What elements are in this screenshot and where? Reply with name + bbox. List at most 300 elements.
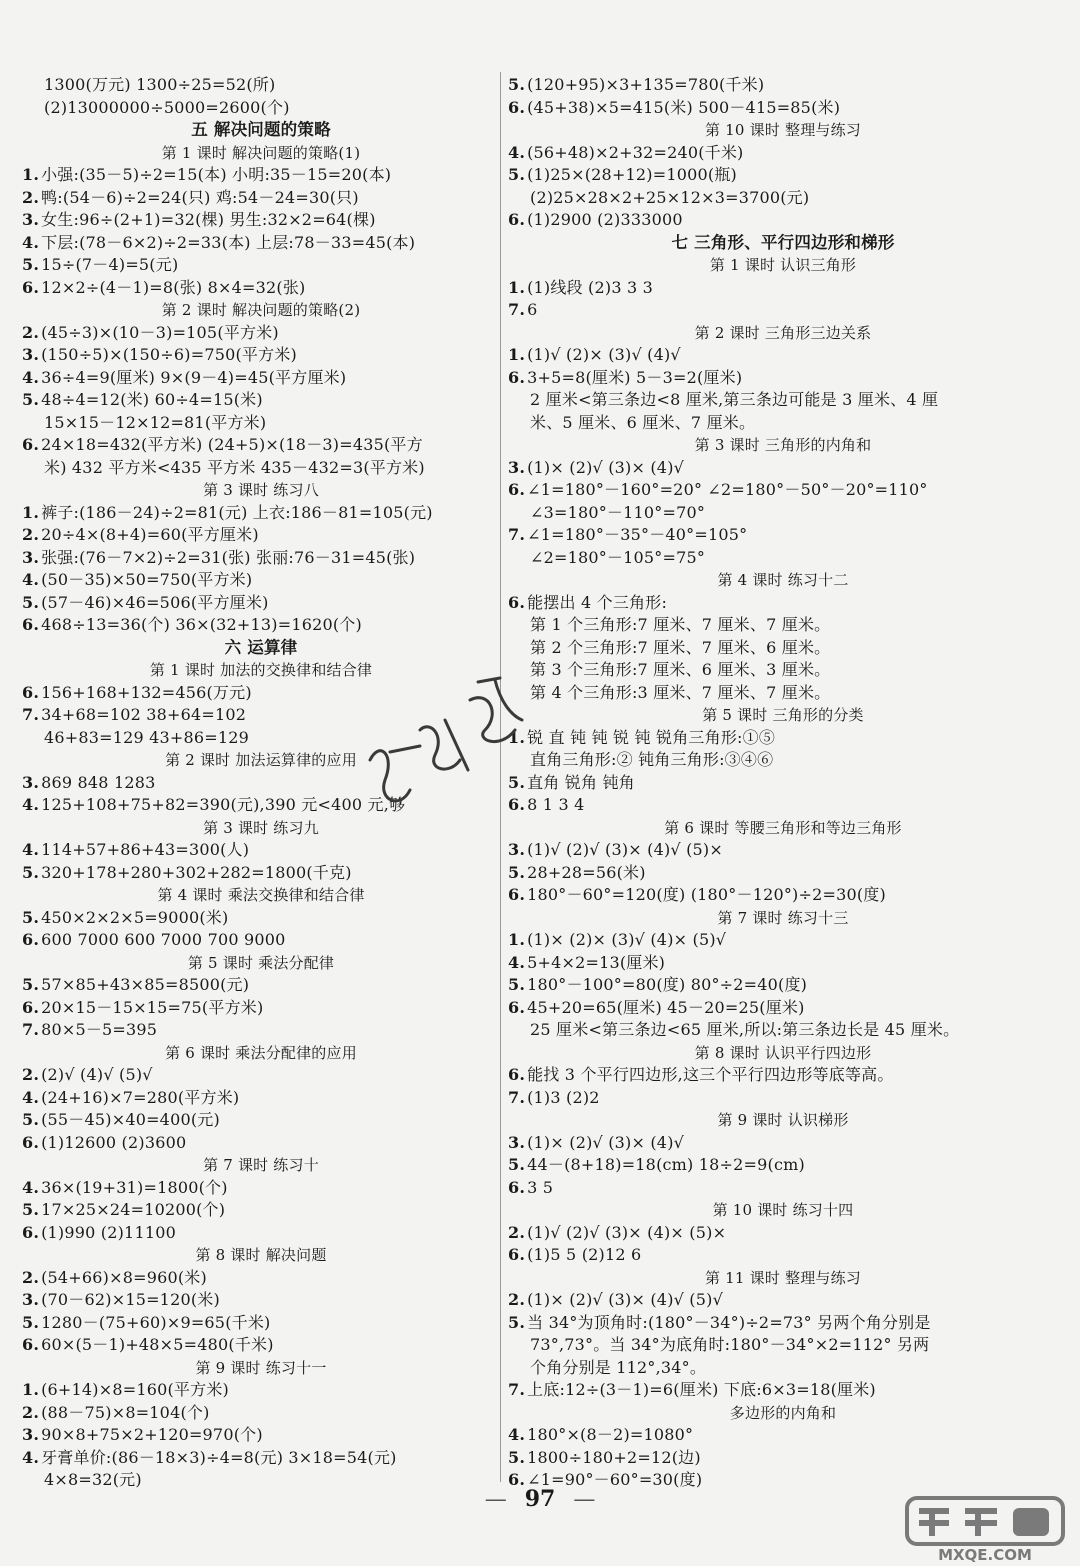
answer-line (508, 457, 1058, 480)
question-number: 7. (508, 1087, 526, 1107)
question-number: 6. (22, 1335, 40, 1354)
lesson-heading (22, 884, 500, 907)
line-text: 第 2 课时 解决问题的策略(2) (161, 301, 361, 319)
line-text: 20×15－15×15=75(平方米) (41, 997, 264, 1017)
lesson-heading (22, 1042, 500, 1065)
answer-line (508, 479, 1058, 502)
line-text: 当 34°为顶角时:(180°－34°)÷2=73° 另两个角分别是 (527, 1312, 931, 1332)
lesson-heading (22, 1244, 500, 1267)
line-text: (57－46)×46=506(平方厘米) (41, 592, 269, 612)
answer-line (508, 1244, 1058, 1267)
answer-line (508, 1222, 1058, 1245)
line-text: 5+4×2=13(厘米) (527, 952, 666, 972)
line-text: (24+16)×7=280(平方米) (41, 1087, 240, 1107)
lesson-heading (22, 1357, 500, 1380)
answer-line (22, 614, 500, 637)
line-text: 44－(8+18)=18(cm) 18÷2=9(cm) (527, 1155, 805, 1174)
footer-dash-left: — (484, 1487, 507, 1512)
answer-line (508, 1312, 1058, 1335)
question-number: 3. (22, 210, 40, 229)
line-text: 第 4 个三角形:3 厘米、7 厘米、7 厘米。 (530, 682, 831, 702)
question-number: 4. (22, 1087, 40, 1107)
line-text: (54+66)×8=960(米) (41, 1267, 207, 1287)
answer-line (508, 1154, 1058, 1177)
answer-line (22, 839, 500, 862)
answer-line (22, 704, 500, 727)
answer-line (508, 1447, 1058, 1470)
question-number: 6. (508, 997, 526, 1017)
question-number: 6. (508, 592, 526, 612)
answer-line (22, 1177, 500, 1200)
line-text: 牙膏单价:(86－18×3)÷4=8(元) 3×18=54(元) (41, 1447, 397, 1467)
answer-line (22, 592, 500, 615)
question-number: 5. (508, 772, 526, 792)
answer-line (508, 727, 1058, 750)
question-number: 6. (22, 1132, 40, 1152)
answer-line (22, 1064, 500, 1087)
lesson-heading (508, 1267, 1058, 1290)
line-text: 第 6 课时 乘法分配律的应用 (165, 1043, 357, 1062)
line-text: 114+57+86+43=300(人) (41, 840, 250, 859)
answer-line (22, 1199, 500, 1222)
line-text: (55－45)×40=400(元) (41, 1110, 220, 1129)
answer-line (22, 187, 500, 210)
answer-line (508, 929, 1058, 952)
question-number: 6. (22, 682, 40, 702)
line-text: (1)线段 (2)3 3 3 (527, 277, 654, 297)
answer-line (508, 862, 1058, 885)
line-text: (150÷5)×(150÷6)=750(平方米) (41, 345, 297, 364)
line-text: 180°×(8－2)=1080° (527, 1425, 694, 1444)
answer-line (22, 772, 500, 795)
answer-line (508, 1357, 1058, 1380)
line-text: (70－62)×15=120(米) (41, 1290, 220, 1309)
line-text: (1)5 5 (2)12 6 (527, 1245, 642, 1264)
answer-line (508, 772, 1058, 795)
lesson-heading (508, 119, 1058, 142)
lesson-heading (22, 142, 500, 165)
answer-line (22, 682, 500, 705)
question-number: 6. (508, 210, 526, 229)
answer-line (22, 164, 500, 187)
answer-line (508, 277, 1058, 300)
line-text: 12×2÷(4－1)=8(张) 8×4=32(张) (41, 277, 306, 297)
line-text: 能找 3 个平行四边形,这三个平行四边形等底等高。 (527, 1065, 894, 1084)
answer-line (22, 1289, 500, 1312)
answer-line (22, 74, 500, 97)
answer-line (508, 1424, 1058, 1447)
lesson-heading (508, 817, 1058, 840)
question-number: 5. (508, 975, 526, 994)
answer-line (22, 502, 500, 525)
question-number: 7. (22, 705, 40, 724)
lesson-heading (508, 434, 1058, 457)
line-text: 第 1 课时 认识三角形 (709, 256, 857, 274)
line-text: (45÷3)×(10－3)=105(平方米) (41, 322, 279, 342)
answer-line (508, 592, 1058, 615)
line-text: 2 厘米<第三条边<8 厘米,第三条边可能是 3 厘米、4 厘 (530, 390, 939, 409)
line-text: 第 9 课时 练习十一 (195, 1358, 327, 1377)
line-text: 90×8+75×2+120=970(个) (41, 1425, 263, 1444)
answer-line (508, 187, 1058, 210)
question-number: 2. (508, 1222, 526, 1242)
answer-line (22, 1402, 500, 1425)
question-number: 2. (22, 1267, 40, 1287)
line-text: (1)25×(28+12)=1000(瓶) (527, 165, 737, 184)
line-text: 第 5 课时 乘法分配律 (187, 953, 335, 972)
line-text: 25 厘米<第三条边<65 厘米,所以:第三条边长是 45 厘米。 (530, 1020, 960, 1039)
question-number: 7. (22, 1020, 40, 1039)
answer-line (508, 637, 1058, 660)
lesson-heading (22, 299, 500, 322)
line-text: 第 3 课时 三角形的内角和 (694, 436, 872, 454)
line-text: 多边形的内角和 (729, 1403, 837, 1422)
line-text: 45+20=65(厘米) 45－20=25(厘米) (527, 997, 805, 1017)
answer-line (22, 367, 500, 390)
answer-line (22, 1132, 500, 1155)
answer-line (508, 1087, 1058, 1110)
line-text: 第 2 课时 三角形三边关系 (694, 323, 872, 342)
answer-line (22, 547, 500, 570)
line-text: 第 1 课时 加法的交换律和结合律 (149, 661, 373, 679)
line-text: 第 9 课时 认识梯形 (717, 1111, 849, 1129)
line-text: 1300(万元) 1300÷25=52(所) (44, 75, 276, 94)
answer-line (508, 1132, 1058, 1155)
answer-line (508, 524, 1058, 547)
lesson-heading (508, 322, 1058, 345)
line-text: 1800÷180+2=12(边) (527, 1447, 701, 1467)
line-text: 125+108+75+82=390(元),390 元<400 元,够 (41, 795, 406, 814)
line-text: (1)2900 (2)333000 (527, 210, 683, 229)
line-text: 36×(19+31)=1800(个) (41, 1177, 228, 1197)
question-number: 3. (508, 840, 526, 859)
line-text: 73°,73°。当 34°为底角时:180°－34°×2=112° 另两 (530, 1335, 930, 1354)
line-text: ∠1=90°－60°=30(度) (527, 1470, 703, 1489)
answer-line (508, 344, 1058, 367)
question-number: 7. (508, 1380, 526, 1399)
question-number: 2. (22, 1402, 40, 1422)
answer-line (22, 1334, 500, 1357)
question-number: 5. (22, 255, 40, 274)
line-text: 36÷4=9(厘米) 9×(9－4)=45(平方厘米) (41, 367, 347, 387)
line-text: 34+68=102 38+64=102 (41, 705, 247, 724)
line-text: 第 5 课时 三角形的分类 (702, 706, 864, 724)
answer-line (508, 1064, 1058, 1087)
question-number: 6. (22, 435, 40, 454)
line-text: (1)√ (2)× (3)√ (4)√ (527, 345, 681, 364)
line-text: 468÷13=36(个) 36×(32+13)=1620(个) (41, 615, 362, 634)
answer-line (22, 1267, 500, 1290)
answer-line (22, 434, 500, 457)
question-number: 6. (508, 480, 526, 499)
line-text: 869 848 1283 (41, 772, 156, 792)
question-number: 1. (22, 1380, 40, 1399)
answer-line (508, 1019, 1058, 1042)
line-text: (88－75)×8=104(个) (41, 1402, 210, 1422)
answer-line (508, 682, 1058, 705)
answer-line (22, 929, 500, 952)
line-text: 3 5 (527, 1177, 554, 1197)
answer-line (508, 884, 1058, 907)
line-text: (1)12600 (2)3600 (41, 1132, 187, 1152)
answer-line (22, 457, 500, 480)
answer-line (508, 547, 1058, 570)
answer-line (508, 164, 1058, 187)
answer-line (22, 1424, 500, 1447)
unit-heading (22, 119, 500, 142)
question-number: 5. (508, 1312, 526, 1332)
question-number: 4. (508, 1425, 526, 1444)
question-number: 5. (508, 1447, 526, 1467)
answer-line (22, 794, 500, 817)
line-text: (2)25×28×2+25×12×3=3700(元) (530, 187, 810, 207)
question-number: 2. (22, 525, 40, 544)
question-number: 6. (508, 1245, 526, 1264)
line-text: 第 8 课时 解决问题 (195, 1246, 327, 1264)
question-number: 5. (22, 1110, 40, 1129)
line-text: ∠1=180°－35°－40°=105° (527, 525, 748, 544)
answer-line (508, 209, 1058, 232)
question-number: 1. (22, 165, 40, 184)
line-text: 六 运算律 (224, 637, 298, 657)
line-text: (56+48)×2+32=240(千米) (527, 142, 744, 162)
question-number: 3. (22, 547, 40, 567)
line-text: 上底:12÷(3－1)=6(厘米) 下底:6×3=18(厘米) (527, 1380, 876, 1399)
question-number: 5. (22, 907, 40, 927)
question-number: 5. (22, 1200, 40, 1219)
line-text: 8 1 3 4 (527, 795, 585, 814)
question-number: 1. (508, 277, 526, 297)
answer-line (22, 232, 500, 255)
line-text: 3+5=8(厘米) 5－3=2(厘米) (527, 367, 743, 387)
answer-line (22, 727, 500, 750)
question-number: 6. (508, 1177, 526, 1197)
answer-line (22, 412, 500, 435)
line-text: (2)13000000÷5000=2600(个) (44, 97, 290, 117)
line-text: 女生:96÷(2+1)=32(棵) 男生:32×2=64(棵) (41, 210, 376, 229)
line-text: 第 1 课时 解决问题的策略(1) (161, 143, 361, 162)
line-text: 第 10 课时 整理与练习 (705, 121, 861, 139)
line-text: 180°－100°=80(度) 80°÷2=40(度) (527, 975, 808, 994)
answer-line (508, 74, 1058, 97)
line-text: (1)× (2)√ (3)× (4)√ (5)√ (527, 1290, 723, 1309)
line-text: 15÷(7－4)=5(元) (41, 255, 179, 274)
line-text: 下层:(78－6×2)÷2=33(本) 上层:78－33=45(本) (41, 232, 416, 252)
answer-line (22, 1379, 500, 1402)
answer-line (22, 1447, 500, 1470)
line-text: 第 8 课时 认识平行四边形 (694, 1043, 872, 1062)
line-text: (45+38)×5=415(米) 500－415=85(米) (527, 97, 841, 117)
answer-line (508, 614, 1058, 637)
line-text: (120+95)×3+135=780(千米) (527, 75, 765, 94)
question-number: 6. (508, 97, 526, 117)
line-text: 张强:(76－7×2)÷2=31(张) 张丽:76－31=45(张) (41, 547, 416, 567)
line-text: 第 2 个三角形:7 厘米、7 厘米、6 厘米。 (530, 637, 831, 657)
line-text: (2)√ (4)√ (5)√ (41, 1065, 153, 1084)
line-text: 第 3 课时 练习九 (203, 818, 319, 837)
line-text: 第 3 个三角形:7 厘米、6 厘米、3 厘米。 (530, 660, 831, 679)
answer-line (508, 502, 1058, 525)
line-text: (1)× (2)√ (3)× (4)√ (527, 1132, 685, 1152)
unit-heading (508, 232, 1058, 255)
question-number: 4. (22, 570, 40, 589)
line-text: 4×8=32(元) (44, 1470, 142, 1489)
question-number: 6. (508, 885, 526, 904)
question-number: 5. (508, 1155, 526, 1174)
answer-line (22, 389, 500, 412)
line-text: 第 4 课时 练习十二 (717, 571, 849, 589)
lesson-heading (22, 1154, 500, 1177)
question-number: 5. (508, 75, 526, 94)
answer-line (508, 839, 1058, 862)
question-number: 3. (22, 1425, 40, 1444)
question-number: 7. (508, 525, 526, 544)
line-text: 48÷4=12(米) 60÷4=15(米) (41, 390, 263, 409)
answer-line (508, 1177, 1058, 1200)
answer-line (508, 299, 1058, 322)
question-number: 1. (508, 727, 526, 747)
line-text: 直角 锐角 钝角 (527, 772, 635, 792)
line-text: 60×(5－1)+48×5=480(千米) (41, 1335, 274, 1354)
line-text: 156+168+132=456(万元) (41, 682, 252, 702)
answer-line (22, 254, 500, 277)
question-number: 5. (508, 862, 526, 882)
answer-line (508, 997, 1058, 1020)
question-number: 6. (508, 795, 526, 814)
answer-line (22, 862, 500, 885)
line-text: 第 1 个三角形:7 厘米、7 厘米、7 厘米。 (530, 615, 831, 634)
line-text: ∠3=180°－110°=70° (530, 502, 706, 522)
line-text: 第 6 课时 等腰三角形和等边三角形 (664, 818, 902, 837)
question-number: 3. (22, 345, 40, 364)
lesson-heading (508, 1109, 1058, 1132)
question-number: 1. (508, 345, 526, 364)
question-number: 6. (508, 1470, 526, 1489)
question-number: 7. (508, 300, 526, 319)
question-number: 3. (22, 772, 40, 792)
line-text: 第 2 课时 加法运算律的应用 (165, 751, 357, 769)
line-text: 57×85+43×85=8500(元) (41, 975, 250, 994)
watermark-logo (905, 1496, 1065, 1564)
line-text: 个角分别是 112°,34°。 (530, 1357, 707, 1377)
line-text: 17×25×24=10200(个) (41, 1200, 226, 1219)
line-text: 6 (527, 300, 538, 319)
line-text: 七 三角形、平行四边形和梯形 (671, 232, 895, 252)
answer-line (22, 569, 500, 592)
answer-line (22, 997, 500, 1020)
lesson-heading (22, 817, 500, 840)
question-number: 1. (508, 930, 526, 949)
line-text: 第 10 课时 练习十四 (712, 1201, 854, 1219)
line-text: 锐 直 钝 钝 锐 钝 锐角三角形:①⑤ (527, 727, 776, 747)
question-number: 6. (22, 277, 40, 297)
answer-line (22, 907, 500, 930)
lesson-heading (508, 704, 1058, 727)
unit-heading (22, 637, 500, 660)
line-text: 裤子:(186－24)÷2=81(元) 上衣:186－81=105(元) (41, 502, 433, 522)
line-text: ∠2=180°－105°=75° (530, 547, 706, 567)
answer-line (508, 97, 1058, 120)
line-text: 600 7000 600 7000 700 9000 (41, 930, 286, 949)
line-text: 第 11 课时 整理与练习 (705, 1268, 861, 1287)
answer-line (22, 974, 500, 997)
question-number: 6. (22, 997, 40, 1017)
question-number: 5. (22, 975, 40, 994)
line-text: 鸭:(54－6)÷2=24(只) 鸡:54－24=30(只) (41, 187, 359, 207)
answer-line (508, 142, 1058, 165)
answer-line (22, 1109, 500, 1132)
line-text: 46+83=129 43+86=129 (44, 727, 250, 747)
answer-line (508, 794, 1058, 817)
answer-line (22, 344, 500, 367)
line-text: (1)× (2)× (3)√ (4)× (5)√ (527, 930, 727, 949)
line-text: 180°－60°=120(度) (180°－120°)÷2=30(度) (527, 885, 886, 904)
lesson-heading (508, 1199, 1058, 1222)
lesson-heading (508, 1042, 1058, 1065)
question-number: 6. (22, 930, 40, 949)
answer-line (508, 952, 1058, 975)
question-number: 2. (22, 1065, 40, 1084)
answer-line (22, 1087, 500, 1110)
line-text: (1)3 (2)2 (527, 1087, 600, 1107)
answer-line (508, 659, 1058, 682)
line-text: (1)× (2)√ (3)× (4)√ (527, 457, 685, 477)
line-text: 直角三角形:② 钝角三角形:③④⑥ (530, 750, 774, 769)
line-text: 24×18=432(平方米) (24+5)×(18－3)=435(平方 (41, 435, 423, 454)
page-number: 97 (524, 1486, 556, 1512)
answer-line (508, 1334, 1058, 1357)
question-number: 4. (508, 952, 526, 972)
line-text: (1)√ (2)√ (3)× (4)× (5)× (527, 1222, 727, 1242)
line-text: (1)√ (2)√ (3)× (4)√ (5)× (527, 840, 723, 859)
question-number: 2. (22, 322, 40, 342)
answer-line (508, 1379, 1058, 1402)
answer-line (508, 389, 1058, 412)
question-number: 4. (22, 840, 40, 859)
line-text: 米、5 厘米、6 厘米、7 厘米。 (530, 412, 756, 432)
question-number: 6. (508, 367, 526, 387)
line-text: 28+28=56(米) (527, 862, 646, 882)
answer-line (508, 1289, 1058, 1312)
question-number: 5. (22, 862, 40, 882)
question-number: 3. (508, 457, 526, 477)
line-text: 第 7 课时 练习十 (203, 1156, 319, 1174)
question-number: 4. (22, 1177, 40, 1197)
question-number: 4. (22, 367, 40, 387)
question-number: 3. (22, 1290, 40, 1309)
answer-line (22, 209, 500, 232)
question-number: 4. (22, 1447, 40, 1467)
answer-line (22, 277, 500, 300)
question-number: 2. (508, 1290, 526, 1309)
line-text: 320+178+280+302+282=1800(千克) (41, 862, 352, 882)
answer-line (22, 524, 500, 547)
line-text: 第 4 课时 乘法交换律和结合律 (157, 886, 365, 904)
lesson-heading (22, 749, 500, 772)
line-text: (1)990 (2)11100 (41, 1222, 176, 1242)
answer-line (22, 1312, 500, 1335)
question-number: 4. (22, 232, 40, 252)
question-number: 4. (22, 795, 40, 814)
lesson-heading (508, 254, 1058, 277)
question-number: 2. (22, 187, 40, 207)
column-divider (500, 72, 501, 1482)
left-column (22, 74, 500, 1492)
line-text: (50－35)×50=750(平方米) (41, 570, 253, 589)
question-number: 3. (508, 1132, 526, 1152)
line-text: 五 解决问题的策略 (191, 120, 331, 139)
line-text: 450×2×2×5=9000(米) (41, 907, 229, 927)
